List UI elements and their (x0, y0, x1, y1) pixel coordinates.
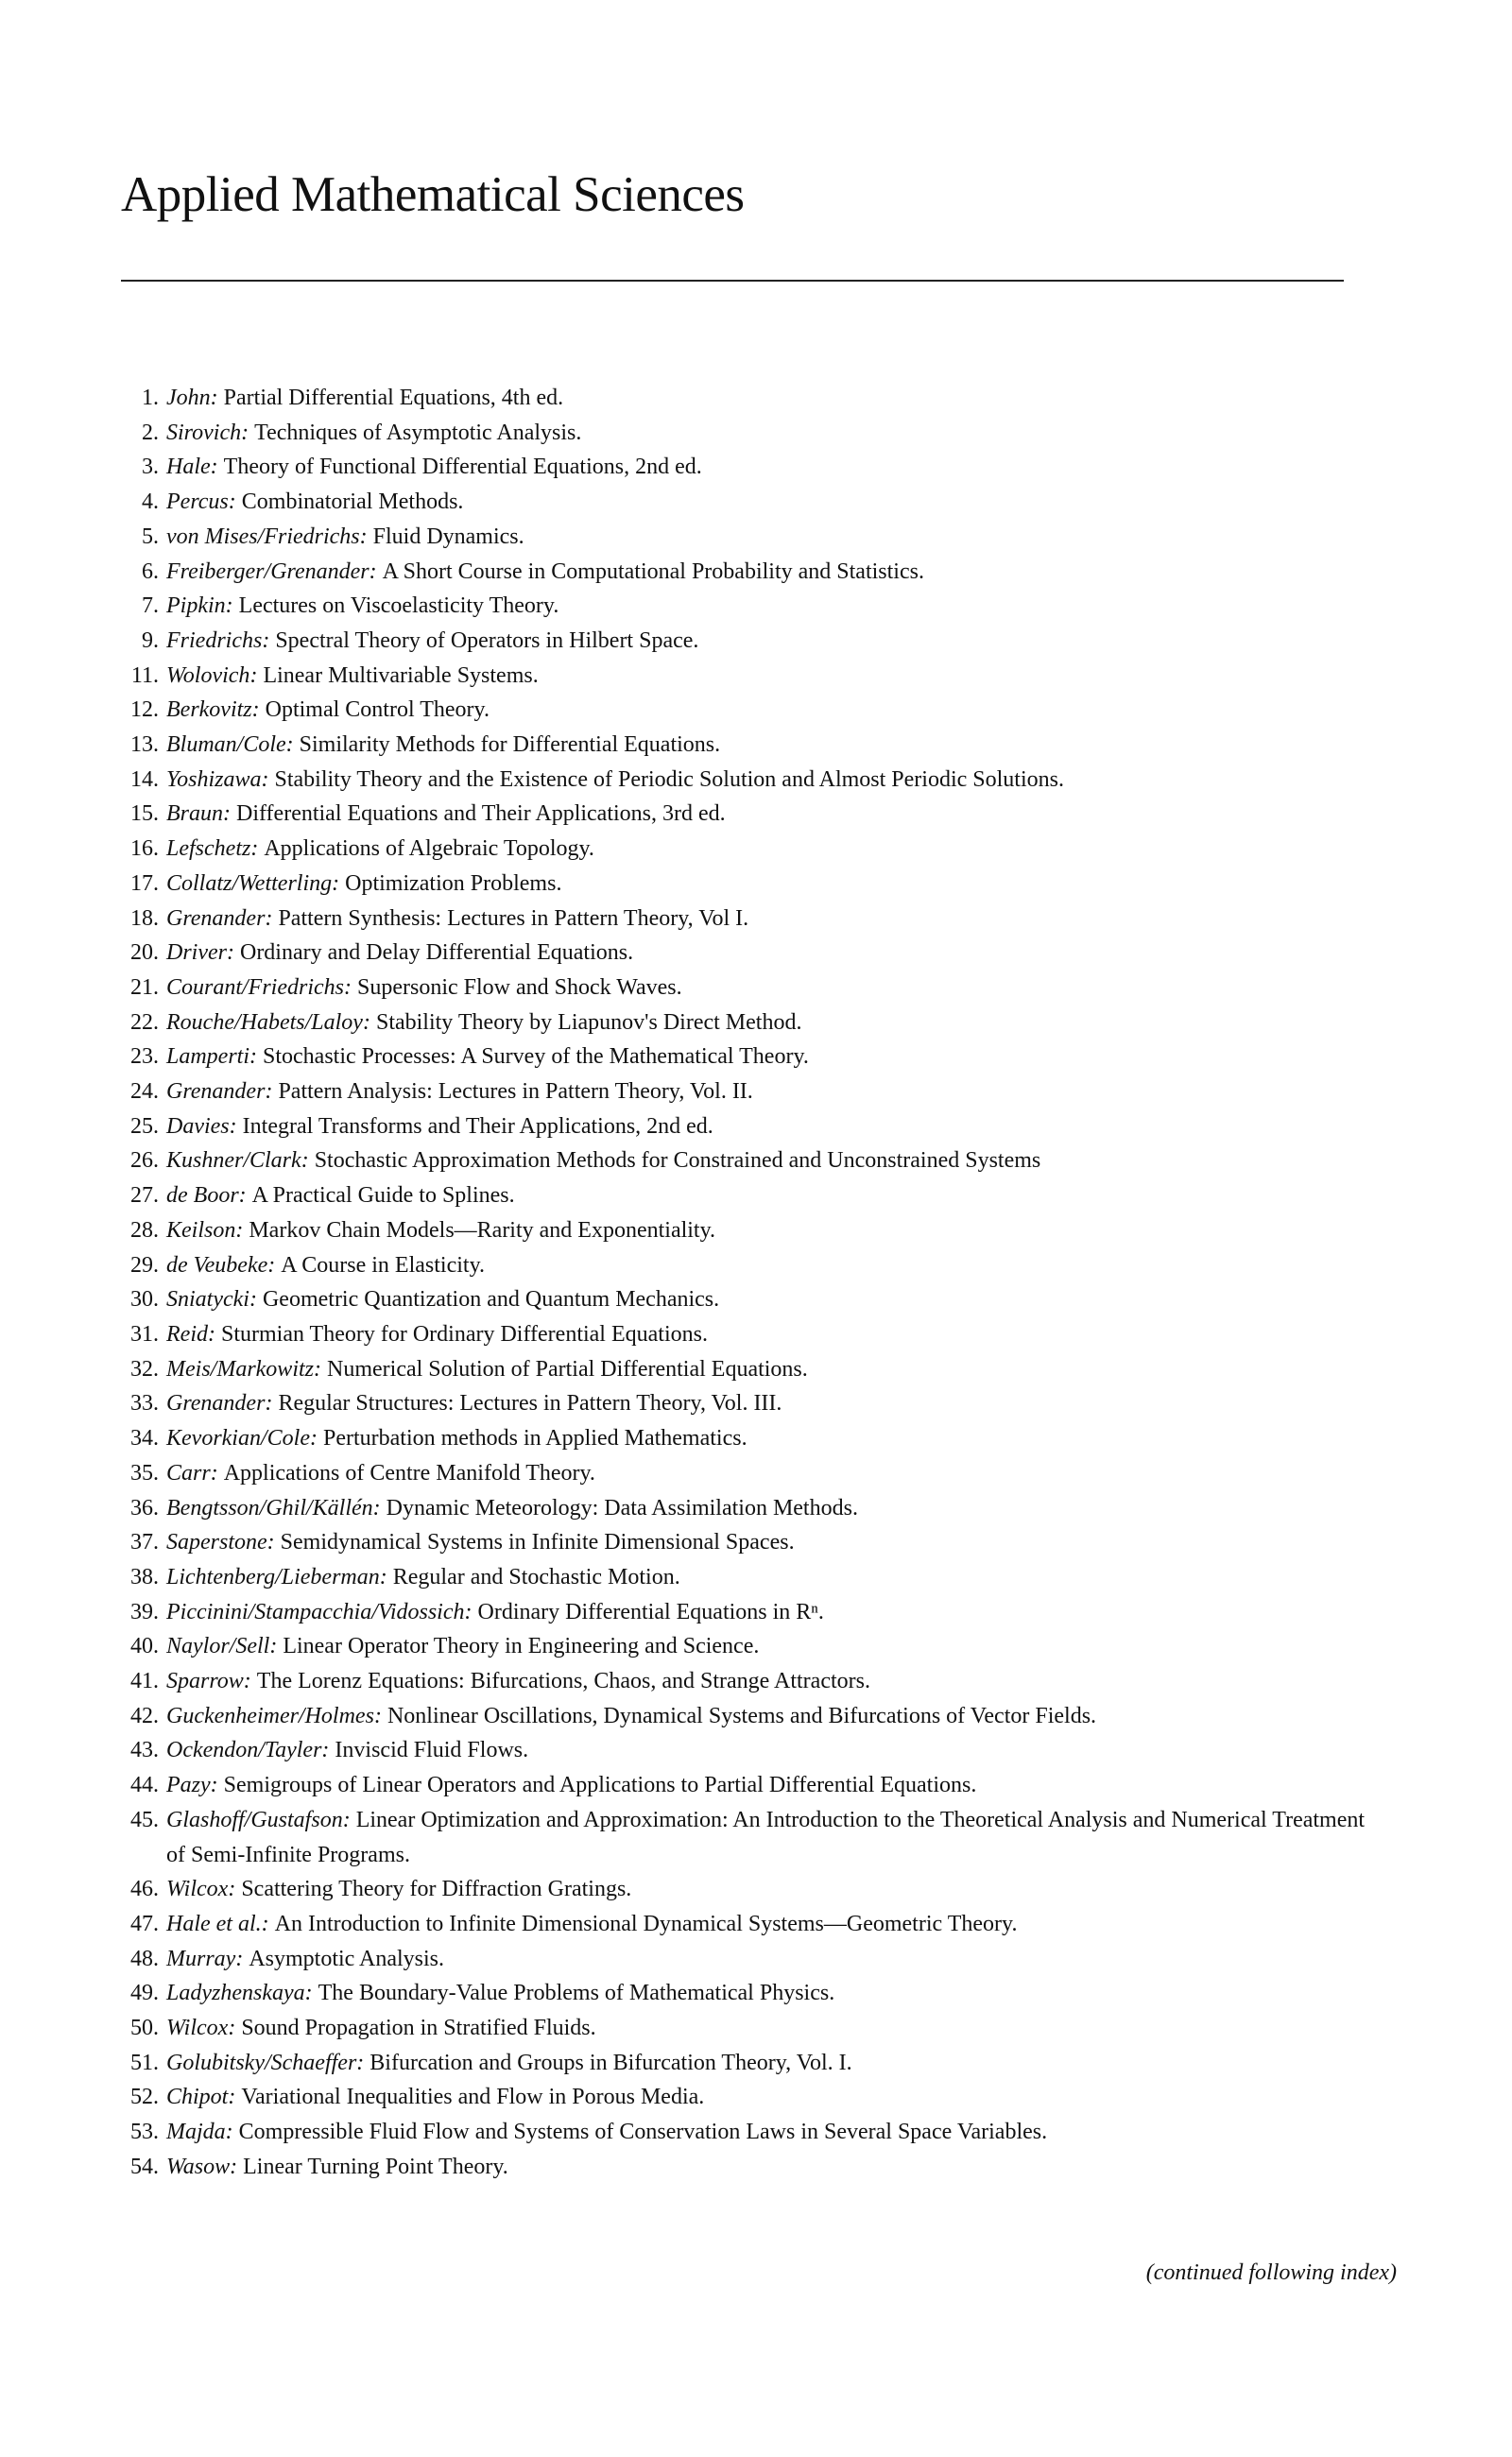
item-number: 46. (130, 1877, 159, 1902)
item-number: 45. (130, 1807, 159, 1832)
item-author: John (166, 386, 211, 410)
list-item (121, 1907, 1368, 1942)
item-author: Chipot (166, 2085, 229, 2110)
item-title: Perturbation methods in Applied Mathematics. (322, 1426, 747, 1452)
author-separator: : (372, 1495, 381, 1521)
item-title: Combinatorial Methods. (241, 490, 464, 515)
item-number: 14. (130, 766, 159, 792)
item-author: Rouche/Habets/Laloy (166, 1009, 363, 1035)
author-separator: : (238, 1183, 247, 1209)
item-author: Saperstone (166, 1530, 267, 1555)
item-number: 51. (130, 2050, 159, 2075)
item-author: Wilcox (166, 2016, 229, 2041)
item-author: Collatz/Wetterling (166, 870, 333, 896)
list-item (121, 1491, 1368, 1526)
list-item (121, 1109, 1368, 1144)
author-separator: : (226, 940, 234, 966)
item-author: Reid (166, 1321, 208, 1347)
item-author: Lamperti (166, 1044, 250, 1070)
list-item (121, 797, 1368, 832)
item-title: Compressible Fluid Flow and Systems of Conservation Laws in Several Space Variables. (238, 2120, 1048, 2145)
list-item (121, 902, 1368, 936)
item-title: Regular and Stochastic Motion. (392, 1564, 680, 1589)
item-title: Partial Differential Equations, 4th ed. (223, 386, 564, 410)
item-author: Davies (166, 1113, 230, 1139)
item-author: Pazy (166, 1773, 211, 1798)
item-number: 43. (130, 1738, 159, 1763)
list-item (121, 381, 1368, 416)
item-author: Bengtsson/Ghil/Källén (166, 1495, 373, 1521)
item-title: The Lorenz Equations: Bifurcations, Chaos, and Strange Attractors. (256, 1669, 870, 1694)
author-separator: : (230, 2154, 238, 2179)
item-title: Optimization Problems. (345, 870, 562, 896)
author-separator: : (210, 386, 218, 410)
list-item (121, 1005, 1368, 1040)
author-separator: : (332, 870, 340, 896)
title-divider (121, 280, 1344, 282)
item-author: Guckenheimer/Holmes (166, 1703, 374, 1728)
series-list (121, 381, 1368, 2185)
item-author: de Boor (166, 1183, 239, 1209)
author-separator: : (228, 1877, 236, 1902)
item-number: 25. (130, 1113, 159, 1139)
item-number: 3. (142, 455, 159, 480)
list-item (121, 1213, 1368, 1248)
list-item (121, 1456, 1368, 1491)
author-separator: : (267, 1252, 276, 1278)
item-title: Fluid Dynamics. (372, 524, 524, 549)
item-title: Variational Inequalities and Flow in Porous Media. (241, 2085, 705, 2110)
list-item (121, 693, 1368, 728)
item-title: Techniques of Asymptotic Analysis. (254, 420, 582, 445)
item-author: Glashoff/Gustafson (166, 1807, 343, 1832)
list-item (121, 1768, 1368, 1803)
list-item (121, 1976, 1368, 2011)
item-number: 1. (142, 386, 159, 410)
author-separator: : (342, 1807, 351, 1832)
author-separator: : (265, 1391, 273, 1417)
item-title: Regular Structures: Lectures in Pattern Theory, Vol. III. (278, 1391, 782, 1417)
item-number: 17. (130, 870, 159, 896)
item-number: 47. (130, 1911, 159, 1936)
list-item (121, 1317, 1368, 1352)
list-item (121, 1664, 1368, 1699)
list-item (121, 1352, 1368, 1387)
item-title: Markov Chain Models—Rarity and Exponentiality. (249, 1217, 716, 1243)
author-separator: : (285, 732, 294, 758)
item-title: Lectures on Viscoelasticity Theory. (238, 593, 559, 619)
author-separator: : (309, 1426, 318, 1452)
item-title: A Course in Elasticity. (281, 1252, 486, 1278)
list-item (121, 763, 1368, 798)
item-number: 24. (130, 1079, 159, 1105)
list-item (121, 1803, 1381, 1872)
item-number: 12. (130, 697, 159, 723)
item-author: Berkovitz (166, 697, 252, 723)
item-author: Murray (166, 1946, 236, 1971)
item-title: Linear Turning Point Theory. (243, 2154, 508, 2179)
item-author: Sniatycki (166, 1287, 249, 1313)
item-author: Ladyzhenskaya (166, 1981, 305, 2006)
item-title: Pattern Analysis: Lectures in Pattern Theory, Vol. II. (278, 1079, 753, 1105)
item-author: Wolovich (166, 662, 250, 688)
item-title: Bifurcation and Groups in Bifurcation Theory, Vol. I. (369, 2050, 852, 2075)
list-item (121, 1143, 1368, 1178)
author-separator: : (265, 905, 273, 931)
list-item (121, 936, 1368, 971)
list-item (121, 659, 1368, 694)
item-author: Lefschetz (166, 836, 251, 862)
item-number: 26. (130, 1148, 159, 1174)
item-number: 34. (130, 1426, 159, 1452)
item-title: Ordinary Differential Equations in Rⁿ. (477, 1599, 824, 1624)
list-item (121, 624, 1368, 659)
author-separator: : (359, 524, 368, 549)
item-number: 54. (130, 2154, 159, 2179)
author-separator: : (235, 1217, 244, 1243)
item-title: Stochastic Approximation Methods for Constrained and Unconstrained Systems (314, 1148, 1041, 1174)
list-item (121, 971, 1368, 1005)
item-number: 52. (130, 2085, 159, 2110)
author-separator: : (269, 1634, 278, 1659)
item-number: 23. (130, 1044, 159, 1070)
list-item (121, 2115, 1368, 2150)
author-separator: : (210, 1773, 218, 1798)
list-item (121, 2080, 1368, 2115)
list-item (121, 1733, 1368, 1768)
item-number: 15. (130, 801, 159, 827)
author-separator: : (225, 2120, 233, 2145)
item-title: Sturmian Theory for Ordinary Differential Equations. (220, 1321, 708, 1347)
list-item (121, 450, 1368, 485)
item-number: 30. (130, 1287, 159, 1313)
author-separator: : (356, 2050, 365, 2075)
author-separator: : (207, 1321, 215, 1347)
item-author: Hale et al. (166, 1911, 262, 1936)
item-title: Supersonic Flow and Shock Waves. (357, 974, 682, 1000)
item-number: 21. (130, 974, 159, 1000)
list-item (121, 1942, 1368, 1977)
item-title: Spectral Theory of Operators in Hilbert Space. (275, 627, 699, 653)
author-separator: : (304, 1981, 313, 2006)
item-title: Linear Optimization and Approximation: An Introduction to the Theoretical Analysis and Numerical Treatment of Semi-Infinite Programs. (166, 1807, 1366, 1867)
item-author: Sirovich (166, 420, 242, 445)
item-author: Yoshizawa (166, 766, 262, 792)
author-separator: : (223, 801, 231, 827)
author-separator: : (373, 1703, 382, 1728)
item-title: Applications of Centre Manifold Theory. (223, 1460, 595, 1486)
item-number: 48. (130, 1946, 159, 1971)
item-title: Pattern Synthesis: Lectures in Pattern Theory, Vol I. (278, 905, 749, 931)
author-separator: : (314, 1356, 321, 1382)
item-number: 35. (130, 1460, 159, 1486)
item-title: Linear Multivariable Systems. (263, 662, 539, 688)
item-title: Linear Operator Theory in Engineering and Science. (283, 1634, 760, 1659)
item-title: Stochastic Processes: A Survey of the Mathematical Theory. (263, 1044, 809, 1070)
author-separator: : (261, 1911, 269, 1936)
item-number: 20. (130, 940, 159, 966)
list-item (121, 1386, 1368, 1421)
item-number: 28. (130, 1217, 159, 1243)
page-title: Applied Mathematical Sciences (121, 167, 745, 222)
item-number: 27. (130, 1183, 159, 1209)
item-number: 50. (130, 2016, 159, 2041)
item-author: Carr (166, 1460, 211, 1486)
item-author: Naylor/Sell (166, 1634, 270, 1659)
list-item (121, 520, 1368, 555)
author-separator: : (250, 836, 259, 862)
author-separator: : (241, 420, 249, 445)
author-separator: : (261, 766, 269, 792)
item-title: Applications of Algebraic Topology. (264, 836, 594, 862)
list-item (121, 2150, 1368, 2185)
item-author: Percus (166, 490, 229, 515)
item-title: Optimal Control Theory. (265, 697, 490, 723)
item-title: The Boundary-Value Problems of Mathematical Physics. (318, 1981, 835, 2006)
item-author: Lichtenberg/Lieberman (166, 1564, 380, 1589)
item-title: Numerical Solution of Partial Differential Equations. (327, 1356, 808, 1382)
item-number: 37. (130, 1530, 159, 1555)
item-author: Kevorkian/Cole (166, 1426, 310, 1452)
item-author: Friedrichs (166, 627, 263, 653)
item-author: Majda (166, 2120, 226, 2145)
list-item (121, 1595, 1368, 1630)
item-number: 29. (130, 1252, 159, 1278)
list-item (121, 1525, 1368, 1560)
author-separator: : (235, 1946, 244, 1971)
item-number: 4. (142, 490, 159, 515)
author-separator: : (369, 558, 377, 584)
item-number: 42. (130, 1703, 159, 1728)
list-item (121, 1699, 1368, 1734)
author-separator: : (229, 1113, 237, 1139)
item-title: Differential Equations and Their Applications, 3rd ed. (236, 801, 726, 827)
item-title: Scattering Theory for Diffraction Gratings. (241, 1877, 632, 1902)
item-author: Sparrow (166, 1669, 244, 1694)
item-number: 16. (130, 836, 159, 862)
author-separator: : (262, 627, 270, 653)
item-title: An Introduction to Infinite Dimensional Dynamical Systems—Geometric Theory. (274, 1911, 1018, 1936)
author-separator: : (249, 1044, 258, 1070)
list-item (121, 728, 1368, 763)
item-title: Ordinary and Delay Differential Equations. (239, 940, 634, 966)
list-item (121, 1282, 1368, 1317)
list-item (121, 1560, 1368, 1595)
item-title: Inviscid Fluid Flows. (335, 1738, 529, 1763)
item-title: Asymptotic Analysis. (249, 1946, 444, 1971)
author-separator: : (301, 1148, 309, 1174)
author-separator: : (464, 1599, 472, 1624)
item-title: A Practical Guide to Splines. (251, 1183, 515, 1209)
item-title: Nonlinear Oscillations, Dynamical Systems and Bifurcations of Vector Fields. (387, 1703, 1097, 1728)
item-title: Semidynamical Systems in Infinite Dimensional Spaces. (280, 1530, 795, 1555)
author-separator: : (243, 1669, 251, 1694)
item-title: Semigroups of Linear Operators and Applications to Partial Differential Equations. (223, 1773, 977, 1798)
item-author: Hale (166, 455, 211, 480)
list-item (121, 1074, 1368, 1109)
item-number: 2. (142, 420, 159, 445)
item-number: 36. (130, 1495, 159, 1521)
item-author: Keilson (166, 1217, 236, 1243)
item-title: Sound Propagation in Stratified Fluids. (241, 2016, 596, 2041)
item-number: 22. (130, 1009, 159, 1035)
item-author: Piccinini/Stampacchia/Vidossich (166, 1599, 465, 1624)
item-author: Golubitsky/Schaeffer (166, 2050, 357, 2075)
item-author: Driver (166, 940, 227, 966)
list-item (121, 589, 1368, 624)
list-item (121, 1178, 1368, 1213)
item-author: Ockendon/Tayler (166, 1738, 322, 1763)
item-title: Stability Theory by Liapunov's Direct Method. (375, 1009, 802, 1035)
item-number: 5. (142, 524, 159, 549)
list-item (121, 1040, 1368, 1074)
item-author: Braun (166, 801, 223, 827)
author-separator: : (249, 662, 258, 688)
item-title: Similarity Methods for Differential Equations. (299, 732, 721, 758)
item-number: 39. (130, 1599, 159, 1624)
list-item (121, 416, 1368, 451)
item-author: Freiberger/Grenander (166, 558, 369, 584)
author-separator: : (210, 455, 218, 480)
item-author: Grenander (166, 1079, 266, 1105)
author-separator: : (228, 490, 236, 515)
author-separator: : (210, 1460, 218, 1486)
item-title: Geometric Quantization and Quantum Mechanics. (262, 1287, 720, 1313)
item-author: Meis/Markowitz (166, 1356, 314, 1382)
list-item (121, 1248, 1368, 1283)
list-item (121, 2046, 1368, 2081)
item-title: Dynamic Meteorology: Data Assimilation Methods. (386, 1495, 858, 1521)
author-separator: : (251, 697, 260, 723)
item-author: Bluman/Cole (166, 732, 286, 758)
item-number: 9. (142, 627, 159, 653)
author-separator: : (266, 1530, 275, 1555)
author-separator: : (321, 1738, 330, 1763)
item-number: 11. (130, 662, 159, 688)
item-number: 7. (142, 593, 159, 619)
item-author: Grenander (166, 1391, 266, 1417)
item-number: 6. (142, 558, 159, 584)
item-number: 53. (130, 2120, 159, 2145)
item-title: A Short Course in Computational Probability and Statistics. (382, 558, 924, 584)
item-number: 13. (130, 732, 159, 758)
item-title: Theory of Functional Differential Equations, 2nd ed. (223, 455, 702, 480)
continued-note: (continued following index) (1145, 2260, 1397, 2285)
list-item (121, 1421, 1368, 1456)
list-item (121, 485, 1368, 520)
item-author: Grenander (166, 905, 266, 931)
item-author: Wasow (166, 2154, 231, 2179)
item-number: 38. (130, 1564, 159, 1589)
item-author: Pipkin (166, 593, 226, 619)
item-number: 41. (130, 1669, 159, 1694)
item-author: Wilcox (166, 1877, 229, 1902)
list-item (121, 1629, 1368, 1664)
author-separator: : (379, 1564, 387, 1589)
author-separator: : (344, 974, 352, 1000)
list-item (121, 555, 1368, 590)
item-author: von Mises/Friedrichs (166, 524, 360, 549)
author-separator: : (228, 2085, 236, 2110)
item-number: 33. (130, 1391, 159, 1417)
list-item (121, 832, 1368, 867)
list-item (121, 867, 1368, 902)
list-item (121, 2011, 1368, 2046)
item-author: Kushner/Clark (166, 1148, 301, 1174)
author-separator: : (228, 2016, 236, 2041)
author-separator: : (225, 593, 233, 619)
item-number: 40. (130, 1634, 159, 1659)
item-title: Integral Transforms and Their Applications, 2nd ed. (242, 1113, 713, 1139)
item-number: 49. (130, 1981, 159, 2006)
item-author: Courant/Friedrichs (166, 974, 345, 1000)
author-separator: : (249, 1287, 257, 1313)
list-item (121, 1872, 1368, 1907)
author-separator: : (362, 1009, 370, 1035)
item-number: 44. (130, 1773, 159, 1798)
item-number: 31. (130, 1321, 159, 1347)
item-title: Stability Theory and the Existence of Periodic Solution and Almost Periodic Solutions. (274, 766, 1064, 792)
item-number: 18. (130, 905, 159, 931)
author-separator: : (265, 1079, 273, 1105)
item-number: 32. (130, 1356, 159, 1382)
item-author: de Veubeke (166, 1252, 268, 1278)
